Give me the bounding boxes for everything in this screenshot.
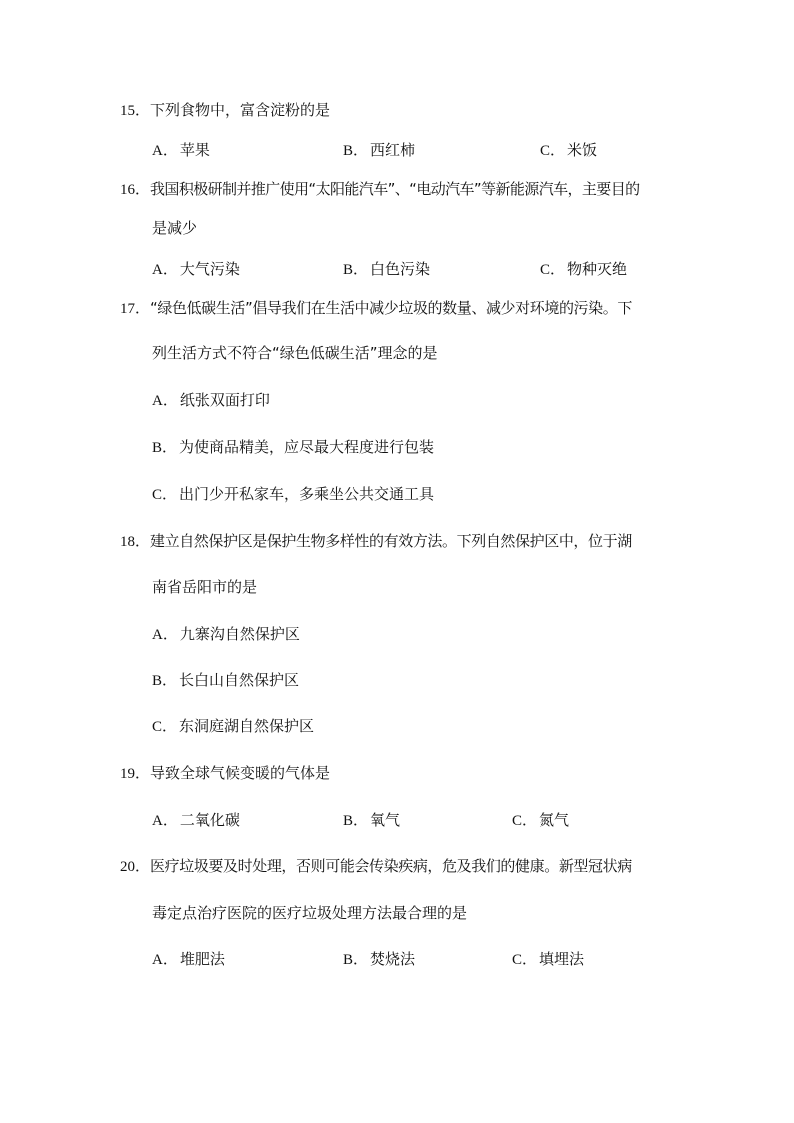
question-text: 列生活方式不符合“绿色低碳生活”理念的是 (152, 344, 438, 362)
option-a (152, 624, 300, 645)
question-number: 20． (120, 859, 151, 875)
option-text: 大气污染 (179, 260, 240, 278)
option-text: 出门少开私家车，多乘坐公共交通工具 (179, 485, 435, 503)
option-text: 填埋法 (539, 950, 585, 968)
option-letter: B． (152, 673, 178, 689)
option-b (343, 259, 430, 280)
option-a (152, 810, 240, 831)
option-text: 长白山自然保护区 (179, 671, 300, 689)
question-16-stem-continued (152, 218, 197, 238)
option-b (343, 949, 415, 970)
option-c (512, 810, 569, 831)
question-16-stem (120, 179, 640, 200)
option-c (512, 949, 584, 970)
question-15-stem (120, 100, 330, 121)
option-text: 苹果 (179, 141, 210, 159)
question-text: 下列食物中，富含淀粉的是 (150, 101, 331, 119)
option-letter: C． (540, 262, 566, 278)
option-c (152, 716, 314, 737)
question-number: 19． (120, 766, 151, 782)
option-text: 为使商品精美，应尽最大程度进行包装 (179, 438, 435, 456)
option-text: 东洞庭湖自然保护区 (179, 717, 315, 735)
option-b (152, 670, 299, 691)
option-text: 西红柿 (370, 141, 416, 159)
question-text: 建立自然保护区是保护生物多样性的有效方法。下列自然保护区中，位于湖 (150, 532, 632, 550)
option-text: 氮气 (539, 811, 570, 829)
question-number: 18． (120, 534, 151, 550)
option-letter: C． (512, 813, 538, 829)
question-text: “绿色低碳生活”倡导我们在生活中减少垃圾的数量、减少对环境的污染。下 (150, 299, 632, 317)
option-text: 焚烧法 (370, 950, 416, 968)
question-18-stem (120, 531, 632, 552)
question-text: 毒定点治疗医院的医疗垃圾处理方法最合理的是 (152, 904, 468, 922)
option-text: 米饭 (567, 141, 598, 159)
option-letter: A． (152, 262, 178, 278)
option-text: 堆肥法 (179, 950, 225, 968)
option-text: 纸张双面打印 (179, 391, 270, 409)
question-20-stem (120, 856, 632, 877)
option-a (152, 140, 210, 161)
option-letter: A． (152, 813, 178, 829)
question-19-stem (120, 763, 330, 784)
option-b (343, 140, 415, 161)
option-letter: B． (343, 813, 369, 829)
question-text: 导致全球气候变暖的气体是 (150, 764, 331, 782)
option-text: 白色污染 (370, 260, 431, 278)
question-number: 16． (120, 182, 151, 198)
option-letter: C． (152, 719, 178, 735)
option-a (152, 259, 240, 280)
option-b (152, 437, 434, 458)
question-number: 17． (120, 301, 151, 317)
option-c (540, 259, 627, 280)
option-c (152, 484, 434, 505)
question-text: 南省岳阳市的是 (152, 578, 258, 596)
option-text: 氧气 (370, 811, 401, 829)
option-b (343, 810, 400, 831)
question-text: 我国积极研制并推广使用“太阳能汽车”、“电动汽车”等新能源汽车，主要目的 (150, 180, 640, 198)
option-letter: A． (152, 393, 178, 409)
option-letter: B． (343, 143, 369, 159)
question-17-stem (120, 298, 632, 319)
option-letter: A． (152, 952, 178, 968)
option-letter: B． (343, 952, 369, 968)
option-letter: A． (152, 627, 178, 643)
question-text: 是减少 (152, 219, 198, 237)
option-letter: B． (343, 262, 369, 278)
question-number: 15． (120, 103, 151, 119)
option-letter: C． (512, 952, 538, 968)
option-letter: B． (152, 440, 178, 456)
question-18-stem-continued (152, 577, 257, 597)
option-text: 物种灭绝 (567, 260, 628, 278)
option-c (540, 140, 597, 161)
option-text: 二氧化碳 (179, 811, 240, 829)
question-20-stem-continued (152, 903, 467, 923)
question-17-stem-continued (152, 343, 438, 363)
option-text: 九寨沟自然保护区 (179, 625, 300, 643)
option-letter: A． (152, 143, 178, 159)
question-text: 医疗垃圾要及时处理，否则可能会传染疾病，危及我们的健康。新型冠状病 (150, 857, 632, 875)
option-letter: C． (152, 487, 178, 503)
option-a (152, 390, 270, 411)
option-a (152, 949, 225, 970)
option-letter: C． (540, 143, 566, 159)
